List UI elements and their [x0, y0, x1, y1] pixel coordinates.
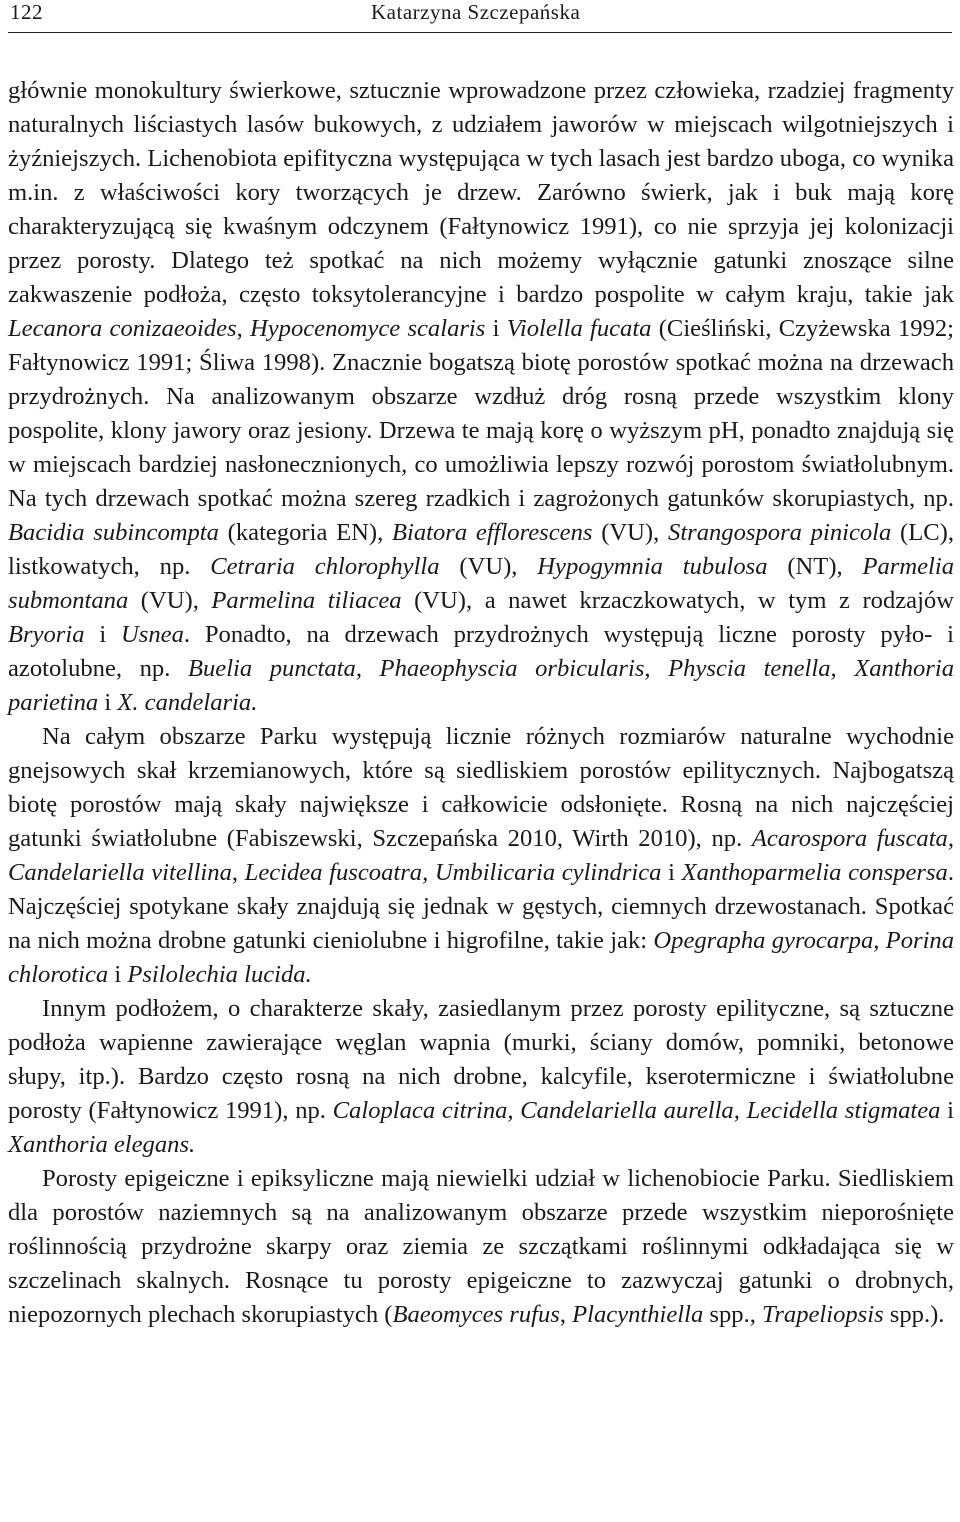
species-name: Buelia punctata, Phaeophyscia orbicularis, Physcia tenella, Xanthoria parietina — [8, 655, 954, 716]
text-run: (NT), — [767, 553, 863, 580]
species-name: Bryoria — [8, 621, 85, 648]
text-run: (VU), — [592, 519, 669, 546]
species-name: Opegrapha gyrocarpa, Porina chlorotica — [8, 927, 954, 988]
species-name: Biatora efflorescens — [392, 519, 593, 546]
text-run: i — [98, 689, 118, 716]
text-run: Porosty epigeiczne i epiksyliczne mają niewielki udział w lichenobiocie Parku. Siedliskiem dla porostów naziemnych są na analizowanym obszarze przede wszystkim nieporośnięte roślinnością przydrożne skarpy oraz ziemia ze szczątkami roślinnymi odkładająca się w szczelinach skalnych. Rosnące tu porosty epigeiczne to zazwyczaj gatunki o drobnych, niepozornych plechach skorupiastych ( — [8, 1165, 954, 1328]
running-head-author: Katarzyna Szczepańska — [371, 0, 581, 24]
body-text — [8, 74, 954, 1332]
paragraph — [8, 1162, 954, 1332]
text-run: Innym podłożem, o charakterze skały, zasiedlanym przez porosty epilityczne, są sztuczne podłoża wapienne zawierające węglan wapnia (murki, ściany domów, pomniki, betonowe słupy, itp.). Bardzo często rosną na nich drobne, kalcyfile, kserotermiczne i światłolubne porosty (Fałtynowicz 1991), np. — [8, 995, 954, 1124]
text-run: i — [108, 961, 128, 988]
text-run: spp.). — [883, 1301, 945, 1328]
species-name: Lecanora conizaeoides — [8, 315, 237, 342]
text-run: i — [940, 1097, 954, 1124]
text-run: (VU), — [439, 553, 538, 580]
text-run: , — [559, 1301, 573, 1328]
text-run: (kategoria EN), — [218, 519, 392, 546]
text-run: , — [231, 859, 245, 886]
species-name: Acarospora fuscata, Candelariella vitellina — [8, 825, 954, 886]
text-run: (Cieśliński, Czyżewska 1992; Fałtynowicz 1991; Śliwa 1998). Znacznie bogatszą biotę porostów spotkać można na drzewach przydrożnych. Na analizowanym obszarze wzdłuż dróg rosną przede wszystkim klony pospolite, klony jawory oraz jesiony. Drzewa te mają korę o wyższym pH, ponadto znajdują się w miejscach bardziej nasłonecznionych, co umożliwia lepszy rozwój porostom światłolubnym. Na tych drzewach spotkać można szereg rzadkich i zagrożonych gatunków skorupiastych, np. — [8, 315, 954, 512]
text-run: (LC), listkowatych, np. — [8, 519, 954, 580]
text-run: (VU), a nawet krzaczkowatych, w tym z rodzajów — [401, 587, 954, 614]
running-header — [8, 0, 952, 33]
text-run: Na całym obszarze Parku występują licznie różnych rozmiarów naturalne wychodnie gnejsowych skał krzemianowych, które są siedliskiem porostów epilitycznych. Najbogatszą biotę porostów mają skały największe i całkowicie odsłonięte. Rosną na nich najczęściej gatunki światłolubne (Fabiszewski, Szczepańska 2010, Wirth 2010), np. — [8, 723, 954, 852]
text-run: i — [485, 315, 507, 342]
species-name: Cetraria chlorophylla — [210, 553, 440, 580]
paragraph — [8, 992, 954, 1162]
paragraph — [8, 74, 954, 720]
species-name: Baeomyces rufus — [392, 1301, 560, 1328]
text-run: . Najczęściej spotykane skały znajdują się jednak w gęstych, ciemnych drzewostanach. Spotkać na nich można drobne gatunki cieniolubne i higrofilne, takie jak: — [8, 859, 954, 954]
text-run: (VU), — [128, 587, 212, 614]
text-run: . Ponadto, na drzewach przydrożnych występują liczne porosty pyło- i azotolubne, np. — [8, 621, 954, 682]
species-name: Strangospora pinicola — [668, 519, 892, 546]
species-name: Placynthiella — [572, 1301, 704, 1328]
species-name: Hypogymnia tubulosa — [537, 553, 768, 580]
species-name: Violella fucata — [506, 315, 652, 342]
species-name: Lecidea fuscoatra, Umbilicaria cylindrica — [244, 859, 662, 886]
species-name: Xanthoparmelia conspersa — [681, 859, 948, 886]
species-name: Parmelina tiliacea — [211, 587, 402, 614]
text-run: głównie monokultury świerkowe, sztucznie wprowadzone przez człowieka, rzadziej fragmenty naturalnych liściastych lasów bukowych, z udziałem jaworów w miejscach wilgotniejszych i żyźniejszych. Lichenobiota epifityczna występująca w tych lasach jest bardzo uboga, co wynika m.in. z właściwości kory tworzących je drzew. Zarówno świerk, jak i buk mają korę charakteryzującą się kwaśnym odczynem (Fałtynowicz 1991), co nie sprzyja jej kolonizacji przez porosty. Dlatego też spotkać na nich możemy wyłącznie gatunki znoszące silne zakwaszenie podłoża, często toksytolerancyjne i bardzo pospolite w całym kraju, takie jak — [8, 77, 954, 308]
text-run: spp., — [703, 1301, 763, 1328]
species-name: Parmelia submontana — [8, 553, 955, 614]
species-name: Psilolechia lucida. — [127, 961, 312, 988]
text-run: i — [661, 859, 682, 886]
text-run: , — [236, 315, 250, 342]
species-name: Usnea — [121, 621, 184, 648]
paragraph — [8, 720, 954, 992]
species-name: Caloplaca citrina, Candelariella aurella, Lecidella stigmatea — [332, 1097, 941, 1124]
text-run: i — [84, 621, 122, 648]
page-number: 122 — [10, 0, 43, 24]
species-name: X. candelaria. — [117, 689, 258, 716]
species-name: Trapeliopsis — [762, 1301, 884, 1328]
species-name: Bacidia subincompta — [8, 519, 219, 546]
species-name: Xanthoria elegans. — [8, 1131, 196, 1158]
species-name: Hypocenomyce scalaris — [249, 315, 486, 342]
